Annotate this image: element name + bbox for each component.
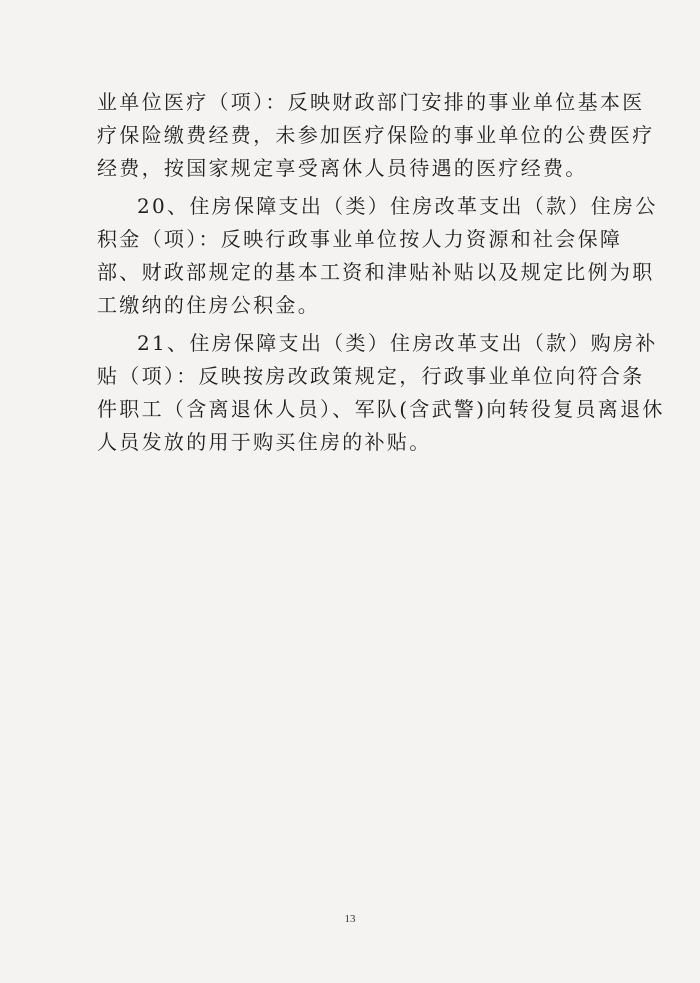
text-line: 疗保险缴费经费，未参加医疗保险的事业单位的公费医疗 — [97, 123, 655, 147]
text-line: 经费，按国家规定享受离休人员待遇的医疗经费。 — [97, 156, 588, 180]
text-line: 人员发放的用于购买住房的补贴。 — [97, 430, 432, 454]
text-line: 业单位医疗（项）：反映财政部门安排的事业单位基本医 — [97, 90, 645, 114]
paragraph-item-21 — [97, 327, 665, 459]
paragraph-continuation — [97, 86, 655, 185]
text-line: 件职工（含离退休人员）、军队(含武警)向转役复员离退休 — [97, 397, 665, 421]
text-line: 21、住房保障支出（类）住房改革支出（款）购房补 — [137, 331, 658, 355]
text-line: 积金（项）：反映行政事业单位按人力资源和社会保障 — [97, 227, 623, 251]
body-text — [97, 86, 665, 459]
text-line: 贴（项）：反映按房改政策规定，行政事业单位向符合条 — [97, 364, 645, 388]
paragraph-item-20 — [97, 190, 658, 322]
text-line: 工缴纳的住房公积金。 — [97, 293, 320, 317]
page-number: 13 — [344, 913, 356, 925]
text-line: 部、财政部规定的基本工资和津贴补贴以及规定比例为职 — [97, 260, 655, 284]
text-line: 20、住房保障支出（类）住房改革支出（款）住房公 — [137, 194, 658, 218]
